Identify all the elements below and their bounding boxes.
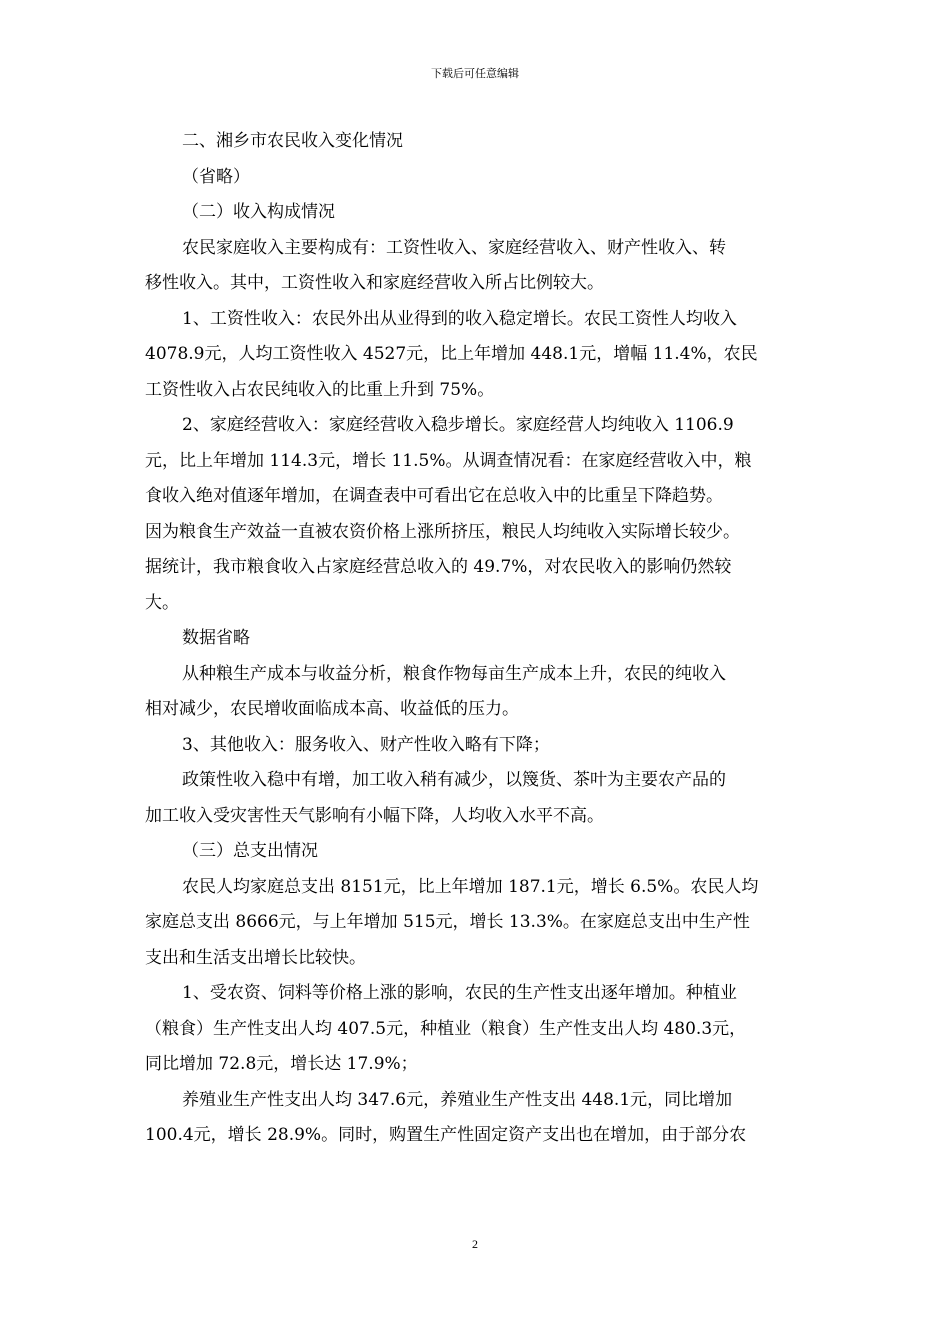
text-line: 工资性收入占农民纯收入的比重上升到 75%。	[145, 379, 495, 400]
text-line: （二）收入构成情况	[182, 202, 335, 222]
text-line: 相对减少，农民增收面临成本高、收益低的压力。	[145, 699, 519, 719]
page-number: 2	[472, 1237, 478, 1251]
text-line: 数据省略	[182, 628, 250, 648]
text-line: 1、工资性收入：农民外出从业得到的收入稳定增长。农民工资性人均收入	[182, 308, 737, 329]
text-line: 移性收入。其中，工资性收入和家庭经营收入所占比例较大。	[145, 273, 604, 293]
text-line: 元，比上年增加 114.3元，增长 11.5%。从调查情况看：在家庭经营收入中，粮	[145, 450, 752, 471]
text-line: 从种粮生产成本与收益分析，粮食作物每亩生产成本上升，农民的纯收入	[182, 663, 726, 684]
text-line: 3、其他收入：服务收入、财产性收入略有下降；	[182, 734, 550, 755]
text-line: 养殖业生产性支出人均 347.6元，养殖业生产性支出 448.1元，同比增加	[182, 1089, 733, 1110]
text-line: （省略）	[182, 166, 250, 187]
text-line: 政策性收入稳中有增，加工收入稍有减少，以篾货、茶叶为主要农产品的	[182, 770, 726, 790]
page-header: 下载后可任意编辑	[431, 67, 519, 80]
text-line: 家庭总支出 8666元，与上年增加 515元，增长 13.3%。在家庭总支出中生产性	[145, 912, 750, 932]
text-line: 100.4元，增长 28.9%。同时，购置生产性固定资产支出也在增加，由于部分农	[145, 1125, 747, 1145]
text-line: 支出和生活支出增长比较快。	[145, 947, 366, 968]
text-line: 农民家庭收入主要构成有：工资性收入、家庭经营收入、财产性收入、转	[182, 237, 726, 258]
document-body	[145, 124, 807, 1154]
text-line: 农民人均家庭总支出 8151元，比上年增加 187.1元，增长 6.5%。农民人均	[182, 876, 759, 897]
text-line: （粮食）生产性支出人均 407.5元，种植业（粮食）生产性支出人均 480.3元，	[145, 1018, 747, 1039]
text-line: 二、湘乡市农民收入变化情况	[182, 131, 403, 151]
text-line: 加工收入受灾害性天气影响有小幅下降，人均收入水平不高。	[145, 805, 604, 826]
text-line: 同比增加 72.8元，增长达 17.9%；	[145, 1054, 418, 1074]
text-line: 因为粮食生产效益一直被农资价格上涨所挤压，粮民人均纯收入实际增长较少。	[145, 521, 740, 542]
text-line: 食收入绝对值逐年增加，在调查表中可看出它在总收入中的比重呈下降趋势。	[145, 486, 723, 506]
text-line: 4078.9元，人均工资性收入 4527元，比上年增加 448.1元，增幅 11.4%，农民	[145, 344, 758, 364]
text-line: 据统计，我市粮食收入占家庭经营总收入的 49.7%，对农民收入的影响仍然较	[145, 557, 732, 577]
text-line: （三）总支出情况	[182, 841, 318, 861]
text-line: 大。	[145, 592, 179, 613]
text-line: 1、受农资、饲料等价格上涨的影响，农民的生产性支出逐年增加。种植业	[182, 983, 737, 1003]
text-line: 2、家庭经营收入：家庭经营收入稳步增长。家庭经营人均纯收入 1106.9	[182, 415, 734, 435]
